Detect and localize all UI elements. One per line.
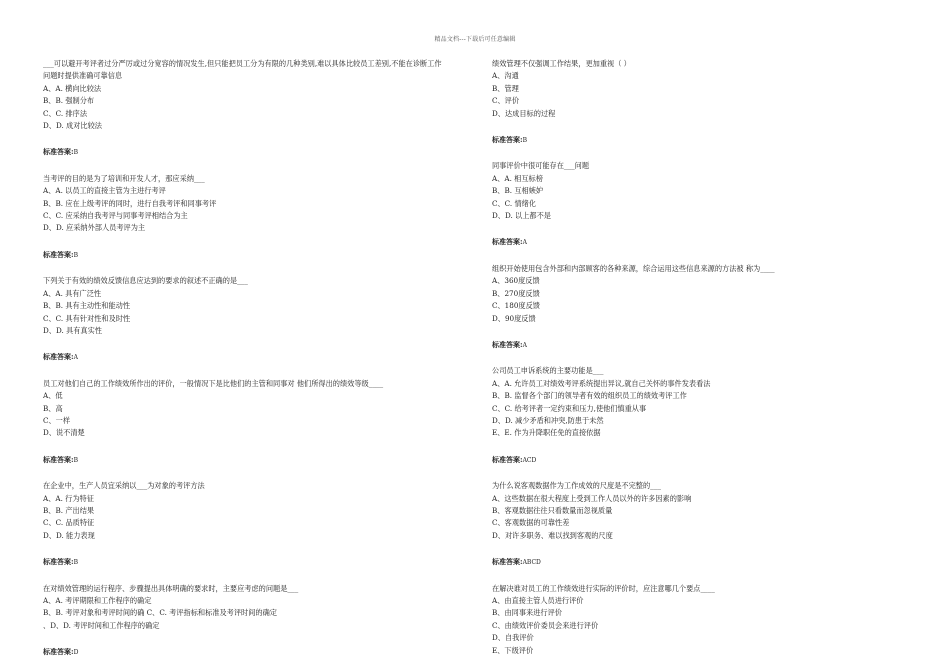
answer-value: A — [522, 239, 527, 247]
answer-label: 标准答案: — [43, 249, 74, 259]
standard-answer — [492, 134, 912, 147]
answer-option: B、B. 具有主动性和能动性 — [43, 301, 131, 311]
standard-answer — [43, 646, 443, 659]
right-column — [492, 58, 912, 657]
answer-option: D、达成目标的过程 — [492, 108, 556, 118]
answer-label: 标准答案: — [492, 454, 523, 464]
standard-answer — [43, 146, 443, 159]
standard-answer — [492, 556, 912, 569]
standard-answer — [492, 454, 912, 467]
answer-option: B、B. 考评对象和考评时间的确 C、C. 考评指标和标准及考评时间的确定 — [43, 608, 277, 618]
question-block — [43, 365, 443, 467]
question-block — [492, 570, 912, 657]
answer-option: B、270度反馈 — [492, 288, 540, 298]
standard-answer — [43, 249, 443, 262]
standard-answer — [492, 236, 912, 249]
question-block — [492, 352, 912, 467]
answer-value: ACD — [522, 456, 537, 464]
answer-option: A、A. 以员工的直接主管为主进行考评 — [43, 186, 166, 196]
answer-option: C、C. 品质特征 — [43, 518, 95, 528]
question-block — [492, 467, 912, 569]
answer-value: B — [522, 137, 528, 145]
question-stem: 绩效管理不仅强调工作结果，更加重视（ ） — [492, 59, 631, 68]
answer-label: 标准答案: — [43, 647, 74, 657]
answer-option: B、B. 应在上级考评的同时，进行自我考评和同事考评 — [43, 198, 217, 208]
answer-option: C、C. 情绪化 — [492, 198, 537, 208]
answer-option: A、沟通 — [492, 71, 519, 81]
question-block — [492, 58, 912, 147]
answer-option: B、B. 监督各个部门的领导者有效的组织员工的绩效考评工作 — [492, 391, 687, 401]
question-block — [43, 570, 443, 660]
answer-option: B、管理 — [492, 83, 519, 93]
answer-option: C、C. 应采纳自我考评与同事考评相结合为主 — [43, 211, 188, 221]
answer-option: A、A. 考评期限和工作程序的确定 — [43, 596, 152, 605]
page-header: 精品文档---下载后可任意编辑 — [434, 36, 516, 43]
answer-option: C、由绩效评价委员会来进行评价 — [492, 620, 599, 630]
answer-value: B — [73, 559, 79, 567]
answer-option: E、下级评价 — [492, 645, 534, 655]
answer-label: 标准答案: — [43, 147, 74, 157]
question-block — [43, 467, 443, 569]
answer-option: C、客观数据的可靠性差 — [492, 518, 570, 528]
answer-value: B — [73, 456, 79, 464]
answer-label: 标准答案: — [492, 237, 523, 247]
answer-option: C、一样 — [43, 415, 71, 425]
left-column — [43, 58, 443, 660]
question-stem: 在对绩效管理的运行程序、步骤提出具体明确的要求时，主要应考虑的问题是___ — [43, 583, 299, 593]
answer-option: D、90度反馈 — [492, 313, 536, 323]
question-stem: 公司员工申诉系统的主要功能是___ — [492, 366, 604, 376]
answer-value: A — [522, 341, 527, 349]
answer-label: 标准答案: — [43, 557, 74, 567]
answer-option: D、D. 以上都不是 — [492, 211, 551, 221]
answer-label: 标准答案: — [492, 135, 523, 145]
question-stem: 在企业中，生产人员宜采纳以___为对象的考评方法 — [43, 481, 205, 491]
answer-option: A、A. 相互标榜 — [492, 173, 543, 183]
answer-value: A — [73, 354, 78, 362]
answer-option: A、360度反馈 — [492, 276, 540, 286]
question-stem: 同事评价中很可能存在___问题 — [492, 161, 590, 171]
answer-option: D、对许多职务、难以找到客观的尺度 — [492, 530, 613, 540]
question-stem: 当考评的目的是为了培训和开发人才，那应采纳___ — [43, 173, 205, 183]
answer-option: A、A. 允许员工对绩效考评系统提出异议,就自己关怀的事件发表看法 — [492, 378, 711, 388]
answer-option: C、C. 具有针对性和及时性 — [43, 313, 131, 323]
answer-option: A、A. 具有广泛性 — [43, 288, 102, 298]
question-block — [43, 160, 443, 262]
answer-option: B、由同事来进行评价 — [492, 608, 562, 618]
answer-option: A、这些数据在很大程度上受到工作人员以外的许多因素的影响 — [492, 493, 692, 503]
answer-option: E、E. 作为升降职任免的直接依据 — [492, 428, 601, 438]
answer-option: D、自我评价 — [492, 633, 534, 643]
answer-label: 标准答案: — [492, 557, 523, 567]
standard-answer — [492, 339, 912, 352]
answer-value: D — [73, 649, 79, 657]
answer-option: D、D. 减少矛盾和冲突,防患于未然 — [492, 415, 604, 425]
answer-option: D、D. 成对比较法 — [43, 121, 102, 131]
question-stem: ___可以避开考评者过分严厉或过分宽容的情况发生,但只能把员工分为有限的几种类别,难以具体比较员工差别,不能在诊断工作问题时提供准确可靠信息 — [43, 59, 442, 81]
answer-value: ABCD — [522, 559, 541, 567]
answer-option: D、D. 应采纳外部人员考评为主 — [43, 223, 146, 233]
answer-option: C、评价 — [492, 96, 520, 106]
standard-answer — [43, 454, 443, 467]
answer-option: B、B. 产出结果 — [43, 505, 95, 515]
answer-option: D、D. 能力表现 — [43, 530, 95, 540]
answer-option: D、说不清楚 — [43, 428, 85, 438]
question-stem: 下列关于有效的绩效反馈信息应达到的要求的叙述不正确的是___ — [43, 276, 248, 286]
question-block — [43, 58, 443, 160]
answer-option: D、D. 具有真实性 — [43, 325, 102, 335]
answer-option: 、D、D. 考评时间和工作程序的确定 — [43, 620, 160, 630]
answer-option: B、高 — [43, 403, 63, 413]
answer-option: A、A. 行为特征 — [43, 493, 94, 503]
answer-option: B、客观数据往往只看数量而忽视质量 — [492, 505, 613, 515]
question-stem: 组织开始使用包含外部和内部顾客的各种来源，综合运用这些信息来源的方法被 称为____ — [492, 263, 775, 273]
answer-option: B、B. 强制分布 — [43, 96, 95, 106]
answer-option: A、低 — [43, 391, 63, 401]
answer-option: A、由直接主管人员进行评价 — [492, 596, 584, 605]
answer-value: B — [73, 251, 79, 259]
answer-option: C、180度反馈 — [492, 301, 540, 311]
standard-answer — [43, 556, 443, 569]
answer-option: A、A. 横向比较法 — [43, 83, 102, 93]
question-block — [492, 147, 912, 249]
answer-value: B — [73, 149, 79, 157]
answer-label: 标准答案: — [492, 339, 523, 349]
answer-label: 标准答案: — [43, 352, 74, 362]
answer-option: B、B. 互相嫉妒 — [492, 186, 544, 196]
question-stem: 在解决谁对员工的工作绩效进行实际的评价时，应注意哪几个要点____ — [492, 583, 715, 593]
answer-option: C、C. 排序法 — [43, 108, 88, 118]
question-stem: 员工对他们自己的工作绩效所作出的评价，一般情况下是比他们的主管和同事对 他们所得出的绩效等级____ — [43, 378, 384, 388]
question-block — [492, 250, 912, 352]
question-block — [43, 262, 443, 364]
standard-answer — [43, 351, 443, 364]
answer-option: C、C. 给考评者一定约束和压力,使他们慎重从事 — [492, 403, 647, 413]
answer-label: 标准答案: — [43, 454, 74, 464]
question-stem: 为什么说客观数据作为工作成效的尺度是不完整的___ — [492, 481, 661, 491]
